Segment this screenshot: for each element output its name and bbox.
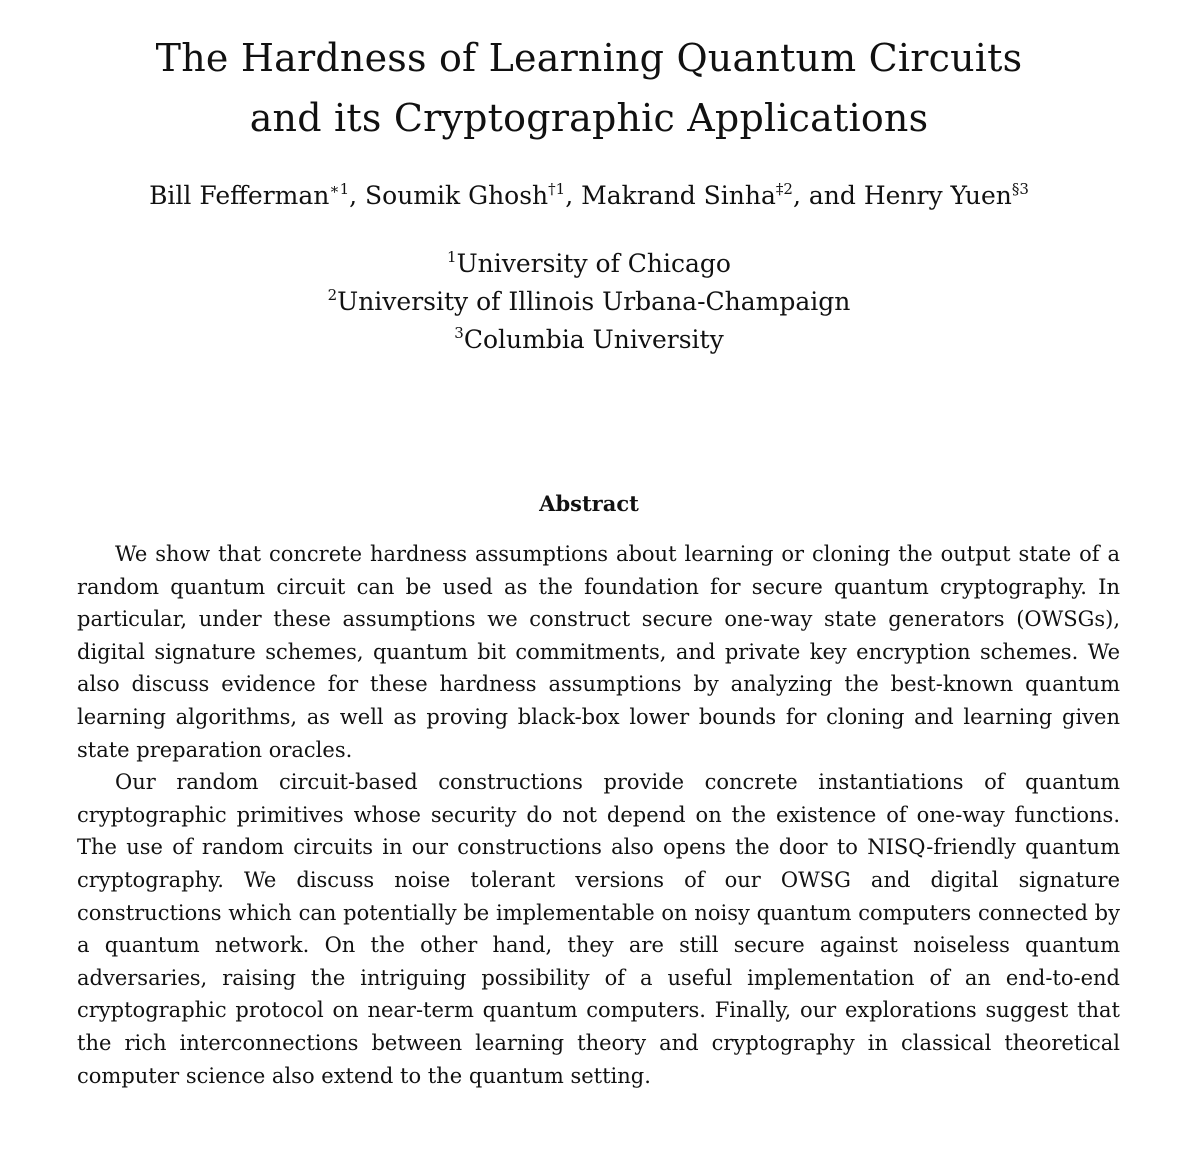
author-mark: ‡2: [775, 180, 793, 198]
author: [581, 181, 793, 210]
author: [864, 181, 1029, 210]
abstract-paragraph: Our random circuit-based constructions provide concrete instantiations of quantum cryptographic primitives whose security do not depend on the existence of one-way functions. The use of random circuits in our constructions also opens the door to NISQ-friendly quantum cryptography. We discuss noise tolerant versions of our OWSG and digital signature constructions which can potentially be implementable on noisy quantum computers connected by a quantum network. On the other hand, they are still secure against noiseless quantum adversaries, raising the intriguing possibility of a useful implementation of an end-to-end cryptographic protocol on near-term quantum computers. Finally, our explorations suggest that the rich interconnections between learning theory and cryptography in classical theoretical computer science also extend to the quantum setting.: [77, 770, 1120, 1088]
affiliation-mark: 3: [454, 324, 464, 342]
paper-title-line-1: The Hardness of Learning Quantum Circuits: [155, 36, 1023, 80]
affiliation-list: [0, 245, 1178, 359]
affiliation-mark: 1: [447, 248, 457, 266]
author-mark: §3: [1011, 180, 1029, 198]
author-mark: †1: [548, 180, 566, 198]
abstract-body: [77, 538, 1120, 1092]
author: [149, 181, 349, 210]
affiliation-name: University of Chicago: [456, 249, 731, 278]
author-name: Henry Yuen: [863, 181, 1012, 210]
author-mark: ∗1: [329, 180, 350, 198]
affiliation: [0, 245, 1178, 283]
paper-title: [0, 28, 1178, 148]
affiliation-mark: 2: [327, 286, 338, 304]
paper-title-line-2: and its Cryptographic Applications: [249, 96, 929, 140]
abstract-paragraph: We show that concrete hardness assumptions about learning or cloning the output state of a random quantum circuit can be used as the foundation for secure quantum cryptography. In particular, under these assumptions we construct secure one-way state generators (OWSGs), digital signature schemes, quantum bit commitments, and private key encryption schemes. We also discuss evidence for these hardness assumptions by analyzing the best-known quantum learning algorithms, as well as proving black-box lower bounds for cloning and learning given state preparation oracles.: [77, 542, 1120, 762]
author-separator: ,: [565, 181, 582, 210]
abstract-heading: Abstract: [539, 491, 639, 516]
author-list: [0, 176, 1178, 216]
author-separator: , and: [792, 181, 864, 210]
author-name: Soumik Ghosh: [365, 181, 549, 210]
affiliation: [0, 321, 1178, 359]
author-name: Makrand Sinha: [581, 181, 776, 210]
author-name: Bill Fefferman: [149, 181, 330, 210]
affiliation: [0, 283, 1178, 321]
affiliation-name: Columbia University: [463, 325, 724, 354]
author-separator: ,: [349, 181, 366, 210]
author: [365, 181, 565, 210]
affiliation-name: University of Illinois Urbana-Champaign: [337, 287, 851, 316]
